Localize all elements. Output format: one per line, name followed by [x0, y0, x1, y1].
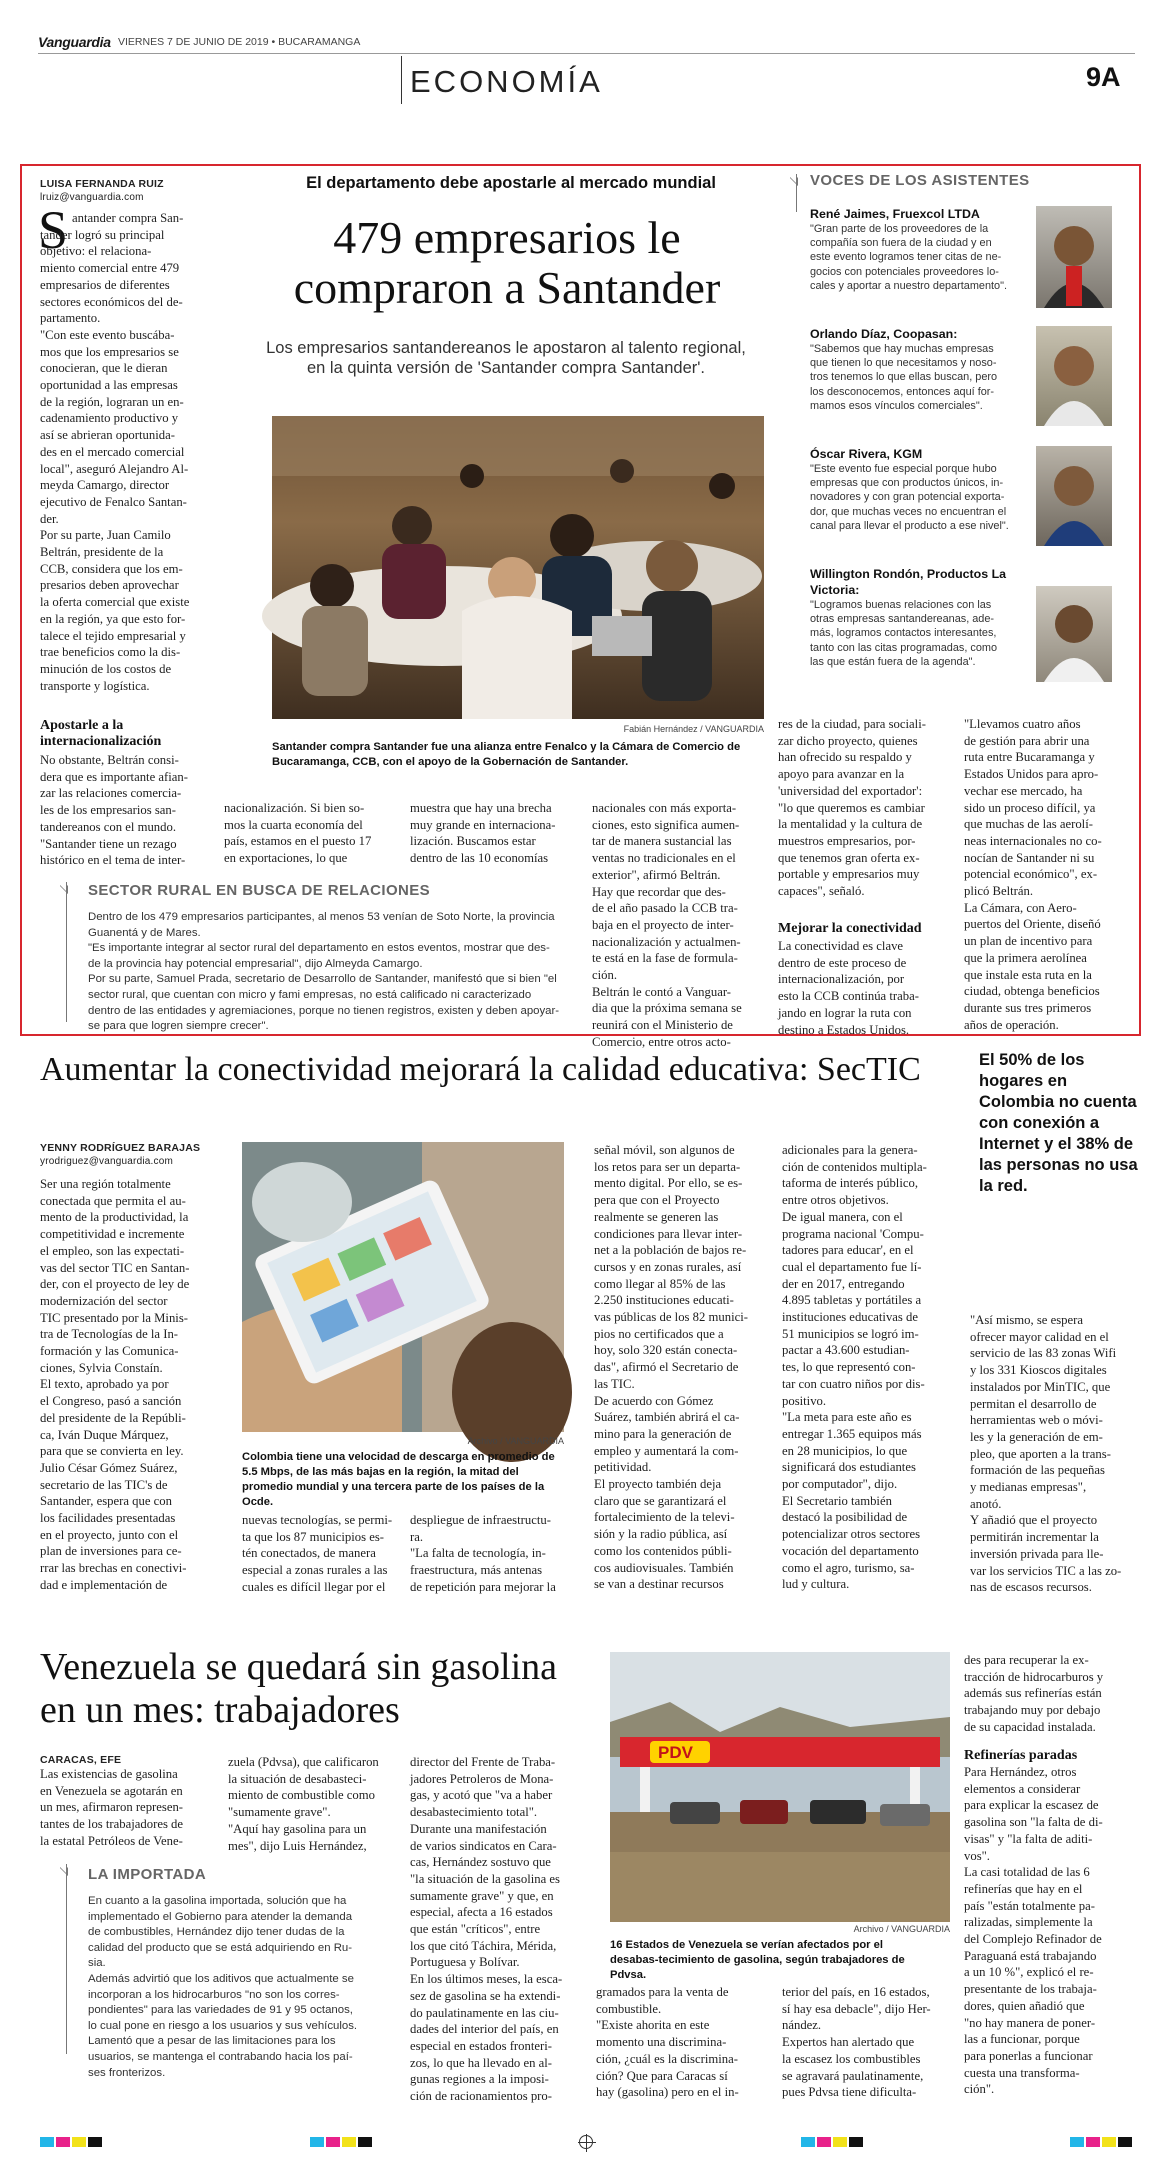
quote-text: "Logramos buenas relaciones con las otras empresas santandereanas, ade- más, logramos contactos interesantes, tanto con las citas programadas, como las que están fuera de la agenda".	[810, 599, 998, 668]
portrait-photo	[1036, 446, 1112, 546]
story-column: nacionales con más exporta- ciones, esto significa aumen- tar de manera sustancial las ventas no tradicionales en el exterior", afirmó Beltrán. Hay que recordar que des- de el año pasado la CCB tra- baja en el proyecto de inter- nacionalización y actualmen- te está en la fase de formula- ción. Beltrán le contó a Vanguar- dia que la próxima semana se reunirá con el Ministerio de Comercio, entre otros acto-	[592, 801, 742, 1049]
masthead-bar	[38, 34, 1135, 54]
sidebar-title: LA IMPORTADA	[88, 1866, 207, 1883]
story-column: adicionales para la genera- ción de contenidos multipla- taforma de interés público, entre otros objetivos. De igual manera, con el programa nacional 'Compu- tadores para educar', en el cual el departamento fue lí- der en 2017, entregando 4.895 tabletas y portátiles a instituciones educativas de 51 municipios se logró im- pactar a 43.600 estudian- tes, lo que representó con- tar con cuatro niños por dis- positivo. "La meta para este año es entregar 1.365 equipos más en 28 municipios, lo que significará dos estudiantes por computador", dijo. El Secretario también destacó la posibilidad de potencializar otros sectores vocación del departamento como el agro, turismo, sa- lud y cultura.	[782, 1143, 927, 1592]
byline-email: yrodriguez@vanguardia.com	[40, 1156, 173, 1167]
story-column: Para Hernández, otros elementos a considerar para explicar la escasez de gasolina son "la falta de di- visas" y "la falta de aditi- vos". La casi totalidad de las 6 refinerías que hay en el país "están totalmente pa- ralizadas, simplemente la del Complejo Refinador de Paraguaná está trabajando a un 10 %", explicó el re- presentante de los trabaja- dores, quien añadió que "no hay manera de poner- las a funcionar, porque para ponerlas a funcionar cuesta una transforma- ción".	[964, 1765, 1103, 2097]
quote-item	[810, 446, 1126, 556]
color-registration-strip	[40, 2136, 1132, 2148]
story-column: No obstante, Beltrán consi- dera que es importante afian- zar las relaciones comercia- les de los empresarios san- tandereanos con el mundo. "Santander tiene un rezago histórico en el tema de inter-	[40, 753, 188, 868]
subheading: Mejorar la conectividad	[778, 921, 922, 936]
story-column: director del Frente de Traba- jadores Petroleros de Mona- gas, y acotó que "va a haber desabastecimiento total". Durante una manifestación de varios sindicatos en Cara- cas, Hernández sostuvo que "la situación de la gasolina es sumamente grave" y que, en especial, afecta a 16 estados que están "críticos", entre los que citó Táchira, Mérida, Portuguesa y Bolívar. En los últimos meses, la esca- sez de gasolina se ha extendi- do paulatinamente en las ciu- dades del interior del país, en especial en estados fronteri- zos, lo que ha llevado en al- gunas regiones a la imposi- ción de racionamientos pro-	[410, 1755, 563, 2104]
byline: CARACAS, EFE	[40, 1754, 122, 1766]
story-column: "Llevamos cuatro años de gestión para abrir una ruta entre Bucaramanga y Estados Unidos para apro- vechar ese mercado, ha sido un proceso difícil, ya que muchas de las aerolí- neas internacionales no co- nocían de Santander ni su potencial económico", ex- plicó Beltrán. La Cámara, con Aero- puertos del Oriente, diseñó un plan de incentivo para que la primera aerolínea que instale esta ruta en la ciudad, obtenga beneficios durante sus tres primeros años de operación.	[964, 717, 1102, 1032]
byline	[40, 1142, 200, 1168]
gas-station-sign: PDV	[658, 1743, 693, 1762]
subheading: Refinerías paradas	[964, 1748, 1078, 1763]
story-column: "Así mismo, se espera ofrecer mayor calidad en el servicio de las 83 zonas Wifi y los 331 Kioscos digitales instalados por MinTIC, que permitan el desarrollo de herramientas web o móvi- les y la generación de em- pleo, que aporten a la trans- formación de las pequeñas y medianas empresas", anotó. Y añadió que el proyecto permitirán incrementar la inversión privada para lle- var los servicios TIC a las zo- nas de escasos recursos.	[970, 1313, 1122, 1595]
portrait-photo	[1036, 206, 1112, 308]
story-column: La conectividad es clave dentro de este proceso de internacionalización, por esto la CCB continúa traba- jando en lograr la ruta con destino a Estados Unidos.	[778, 939, 919, 1037]
story-column: zuela (Pdvsa), que calificaron la situación de desabasteci- miento de combustible como "sumamente grave". "Aquí hay gasolina para un mes", dijo Luis Hernández,	[228, 1755, 379, 1853]
newspaper-logo: Vanguardia	[38, 34, 111, 50]
headline: 479 empresarios le compraron a Santander	[293, 212, 721, 313]
drop-cap: S	[38, 200, 69, 260]
photo-caption: 16 Estados de Venezuela se verían afectados por el desabas-tecimiento de gasolina, según trabajadores de Pdvsa.	[610, 1939, 905, 1981]
section-title: ECONOMÍA	[410, 64, 603, 99]
portrait-photo	[1036, 586, 1112, 682]
photo-caption: Santander compra Santander fue una alianza entre Fenalco y la Cámara de Comercio de Bucaramanga, CCB, con el apoyo de la Gobernación de Santander.	[272, 741, 741, 768]
byline-email: lruiz@vanguardia.com	[40, 192, 144, 203]
photo-credit: Archivo / VANGUARDIA	[467, 1436, 564, 1446]
headline: Aumentar la conectividad mejorará la calidad educativa: SecTIC	[40, 1051, 921, 1088]
quote-item	[810, 206, 1126, 316]
sidebar-text: En cuanto a la gasolina importada, solución que ha implementado el Gobierno para atender la demanda de combustibles, Hernández dijo tener dudas de la calidad del producto que se está adquiriendo en Ru- sia. Además advirtió que los aditivos que actualmente se incorporan a los hidrocarburos "no son los corres- pondientes" para las variedades de 91 y 95 octanos, lo cual pone en riesgo a los usuarios y sus vehículos. Lamentó que a pesar de las limitaciones para los usuarios, se mantenga el contrabando hacia los paí- ses fronterizos.	[88, 1895, 358, 2079]
quote-item	[810, 566, 1126, 696]
deck: Los empresarios santandereanos le apostaron al talento regional, en la quinta versión de 'Santander compra Santander'.	[266, 339, 746, 377]
sidebar-bracket	[66, 1864, 67, 2054]
quote-author: René Jaimes, Fruexcol LTDA	[810, 207, 980, 221]
quote-author: Orlando Díaz, Coopasan:	[810, 327, 958, 341]
headline: Venezuela se quedará sin gasolina en un mes: trabajadores	[40, 1646, 558, 1731]
story-column: despliegue de infraestructu- ra. "La falta de tecnología, in- fraestructura, más antenas de repetición para mejorar la	[410, 1513, 556, 1594]
portrait-photo	[1036, 326, 1112, 426]
byline-name: LUISA FERNANDA RUIZ	[40, 178, 164, 190]
gas-station-photo	[610, 1652, 950, 1922]
sidebar-bracket	[796, 174, 797, 212]
photo-credit: Archivo / VANGUARDIA	[853, 1924, 950, 1934]
photo-caption: Colombia tiene una velocidad de descarga en promedio de 5.5 Mbps, de las más bajas en la región, la mitad del promedio mundial y una tercera parte de los países de la Ocde.	[242, 1451, 555, 1508]
story-column: antander compra San- tander logró su principal objetivo: el relaciona- miento comercial entre 479 empresarios de diferentes sectores económicos del de- partamento. "Con este evento buscába- mos que los empresarios se conocieran, que le dieran oportunidad a las empresas de la región, lograran un en- cadenamiento productivo y así se abrieran oportunida- des en el mercado comercial local", aseguró Alejandro Al- meyda Camargo, director ejecutivo de Fenalco Santan- der. Por su parte, Juan Camilo Beltrán, presidente de la CCB, considera que los em- presarios deben aprovechar la oferta comercial que existe en la región, ya que esto for- talece el tejido empresarial y trae beneficios como la dis- minución de los costos de transporte y logística.	[40, 211, 190, 693]
quote-item	[810, 326, 1126, 436]
tablet-photo	[242, 1142, 564, 1432]
sidebar-bracket	[66, 882, 67, 1022]
quote-text: "Este evento fue especial porque hubo empresas que con productos únicos, in- novadores y con gran potencial exporta- dor, que muchas veces no encuentran el canal para llevar el producto a ese nivel".	[810, 463, 1009, 532]
story-column: nuevas tecnologías, se permi- ta que los 87 municipios es- tén conectados, de manera especial a zonas rurales a las cuales es difícil llegar por el	[242, 1513, 393, 1594]
kicker: El departamento debe apostarle al mercado mundial	[306, 174, 716, 192]
story-column: nacionalización. Si bien so- mos la cuarta economía del país, estamos en el puesto 17 en exportaciones, lo que	[224, 801, 372, 866]
issue-date: VIERNES 7 DE JUNIO DE 2019 • BUCARAMANGA	[118, 36, 361, 48]
story-column: gramados para la venta de combustible. "Existe ahorita en este momento una discrimina- ción, ¿cuál es la discrimina- ción? Que para Caracas sí hay (gasolina) pero en el in-	[596, 1985, 739, 2100]
sidebar-title: VOCES DE LOS ASISTENTES	[810, 172, 1030, 189]
story-column: des para recuperar la ex- tracción de hidrocarburos y además sus refinerías están trabajando muy por debajo de su capacidad instalada.	[964, 1653, 1104, 1734]
section-divider	[401, 56, 402, 104]
registration-mark-icon	[579, 2135, 593, 2149]
byline-name: YENNY RODRÍGUEZ BARAJAS	[40, 1142, 201, 1154]
quote-author: Willington Rondón, Productos La Victoria:	[810, 567, 1007, 597]
story-column: terior del país, en 16 estados, sí hay esa debacle", dijo Her- nández. Expertos han alertado que la escasez los combustibles se agravará paulatinamente, pues Pdvsa tiene dificulta-	[782, 1985, 931, 2100]
page-number: 9A	[1086, 62, 1121, 92]
photo-credit: Fabián Hernández / VANGUARDIA	[623, 724, 764, 734]
subheading: Apostarle a la internacionalización	[40, 718, 162, 749]
story-column: Las existencias de gasolina en Venezuela se agotarán en un mes, afirmaron represen- tantes de los trabajadores de la estatal Petróleos de Vene-	[40, 1767, 184, 1848]
quote-text: "Sabemos que hay muchas empresas que tienen lo que necesitamos y noso- tros tenemos lo que ellas buscan, pero los desconocemos, entonces aquí for- mamos esos vínculos comerciales".	[810, 343, 998, 412]
business-fair-photo	[272, 416, 764, 719]
sidebar-text: Dentro de los 479 empresarios participantes, al menos 53 venían de Soto Norte, la provincia Guanentá y de Mares. "Es importante integrar al sector rural del departamento en estos eventos, mostrar que des- de la provincia hay potencial empresarial", dijo Almeyda Camargo. Por su parte, Samuel Prada, secretario de Desarrollo de Santander, manifestó que si bien "el sector rural, que cuentan con micro y fami empresas, no está calificado ni caracterizado dentro de las entidades y agremiaciones, porque no tienen registros, existen y deben apoyar- se para que logren siempre crecer".	[88, 911, 560, 1033]
story-column: señal móvil, son algunos de los retos para ser un departa- mento digital. Por ello, se es- pera que con el Proyecto realmente se generen las condiciones para llevar inter- net a la población de bajos re- cursos y en zonas rurales, así como llegar al 85% de las 2.250 instituciones educati- vas públicas de los 82 munici- pios no certificados que a hoy, solo 320 están conecta- das", afirmó el Secretario de las TIC. De acuerdo con Gómez Suárez, también abrirá el ca- mino para la generación de empleo y aumentará la com- petitividad. El proyecto también deja claro que se garantizará el fortalecimiento de la televi- sión y la radio pública, así como los contenidos públi- cos audiovisuales. También se van a destinar recursos	[594, 1143, 748, 1592]
story-column: res de la ciudad, para sociali- zar dicho proyecto, quienes han ofrecido su respaldo y apoyo para avanzar en la 'universidad del exportador': "lo que queremos es cambiar la mentalidad y la cultura de muestros empresarios, por- que tenemos gran oferta ex- portable y empresarios muy capaces", señaló.	[778, 717, 926, 899]
story-column: muestra que hay una brecha muy grande en internaciona- lización. Buscamos estar dentro de las 10 economías	[410, 801, 556, 866]
quote-author: Óscar Rivera, KGM	[810, 447, 923, 461]
quote-text: "Gran parte de los proveedores de la compañía son fuera de la ciudad y en este evento logramos tener citas de ne- gocios con potenciales proveedores lo- cales y aportar a nuestro departamento".	[810, 223, 1007, 292]
story-column: Ser una región totalmente conectada que permita el au- mento de la productividad, la competitividad e incremente el empleo, son las expectati- vas del sector TIC en Santan- der, con el proyecto de ley de modernización del sector TIC presentado por la Minis- tra de Tecnologías de la In- formación y las Comunica- ciones, Sylvia Constaín. El texto, aprobado ya por el Congreso, pasó a sanción del presidente de la Repúbli- ca, Iván Duque Márquez, para que se convierta en ley. Julio César Gómez Suárez, secretario de las TIC's de Santander, espera que con los facilidades presentadas en el proyecto, junto con el plan de inversiones para ce- rrar las brechas en conectivi- dad e implementación de	[40, 1177, 190, 1592]
pullquote: El 50% de los hogares en Colombia no cuenta con conexión a Internet y el 38% de las personas no usa la red.	[979, 1051, 1138, 1195]
sidebar-title: SECTOR RURAL EN BUSCA DE RELACIONES	[88, 882, 431, 899]
